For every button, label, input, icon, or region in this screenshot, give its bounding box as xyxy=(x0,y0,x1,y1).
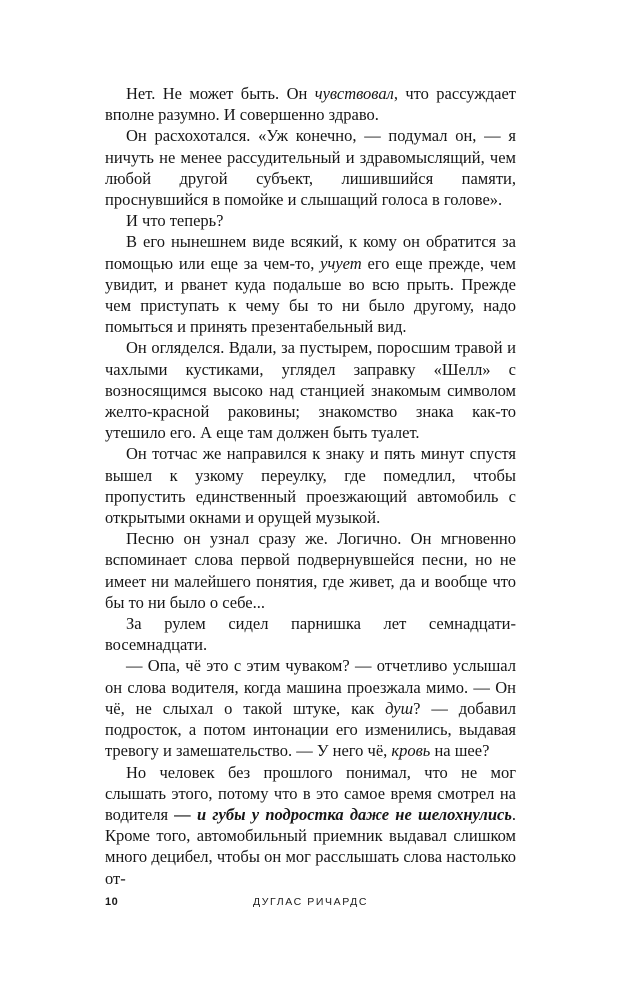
paragraph xyxy=(105,613,516,655)
emphasized-text-run: кровь xyxy=(391,741,431,761)
paragraph xyxy=(105,528,516,613)
paragraph xyxy=(105,231,516,337)
emphasized-text-run: душ xyxy=(385,698,414,718)
text-run: Нет. Не может быть. Он xyxy=(126,84,315,103)
paragraph xyxy=(105,655,516,761)
paragraph xyxy=(105,762,516,889)
emphasized-text-run: чувствовал xyxy=(314,84,394,103)
text-run: Он огляделся. Вдали, за пустырем, поросшим травой и чахлыми кустиками, углядел заправку «Шелл» с возносящимся высоко над станцией знакомым символом желто-красной раковины; знакомство знака как-то утешило его. А еще там должен быть туалет. xyxy=(105,338,516,443)
text-run: . Кроме того, автомобильный приемник выдавал слишком много децибел, чтобы он мог расслышать слова настолько от- xyxy=(105,804,516,888)
text-run: его еще прежде, чем увидит, и рванет куда подальше во всю прыть. Прежде чем приступать к чему бы то ни было другому, надо помыться и принять презентабельный вид. xyxy=(105,253,516,337)
page-text xyxy=(105,83,516,889)
paragraph xyxy=(105,83,516,125)
text-run: Но человек без прошлого понимал, что не мог слышать этого, потому что в это самое время смотрел на водителя xyxy=(105,762,516,824)
text-run: ? — добавил подросток, а потом интонации его изменились, выдавая тревогу и замешательство. — У него чё, xyxy=(105,698,517,761)
text-run: И что теперь? xyxy=(126,211,224,231)
text-run: на шее? xyxy=(430,741,490,761)
emphasized-text-run: учует xyxy=(320,253,362,273)
text-run: , что рассуждает вполне разумно. И совершенно здраво. xyxy=(105,84,516,125)
paragraph xyxy=(105,443,516,528)
paragraph xyxy=(105,337,516,443)
page-footer xyxy=(105,896,516,912)
running-title: ДУГЛАС РИЧАРДС xyxy=(252,896,369,908)
page-number: 10 xyxy=(105,896,119,908)
emphasized-text-run: — и губы у подростка даже не шелохнулись xyxy=(174,804,512,824)
text-run: За рулем сидел парнишка лет семнадцати-восемнадцати. xyxy=(105,614,516,655)
text-run: — Опа, чё это с этим чуваком? — отчетливо услышал он слова водителя, когда машина проезжала мимо. — Он чё, не слыхал о такой штуке, как xyxy=(105,656,516,718)
text-run: Песню он узнал сразу же. Логично. Он мгновенно вспоминает слова первой подвернувшейся песни, но не имеет ни малейшего понятия, где живет, да и вообще что бы то ни было о себе... xyxy=(105,529,516,612)
text-run: Он тотчас же направился к знаку и пять минут спустя вышел к узкому переулку, где помедлил, чтобы пропустить единственный проезжающий автомобиль с открытыми окнами и орущей музыкой. xyxy=(105,444,516,528)
text-run: Он расхохотался. «Уж конечно, — подумал он, — я ничуть не менее рассудительный и здравомыслящий, чем любой другой субъект, лишившийся памяти, проснувшийся в помойке и слышащий голоса в голове». xyxy=(105,126,516,210)
paragraph xyxy=(105,125,516,210)
text-run: В его нынешнем виде всякий, к кому он обратится за помощью или еще за чем-то, xyxy=(105,232,516,273)
paragraph xyxy=(105,210,516,231)
